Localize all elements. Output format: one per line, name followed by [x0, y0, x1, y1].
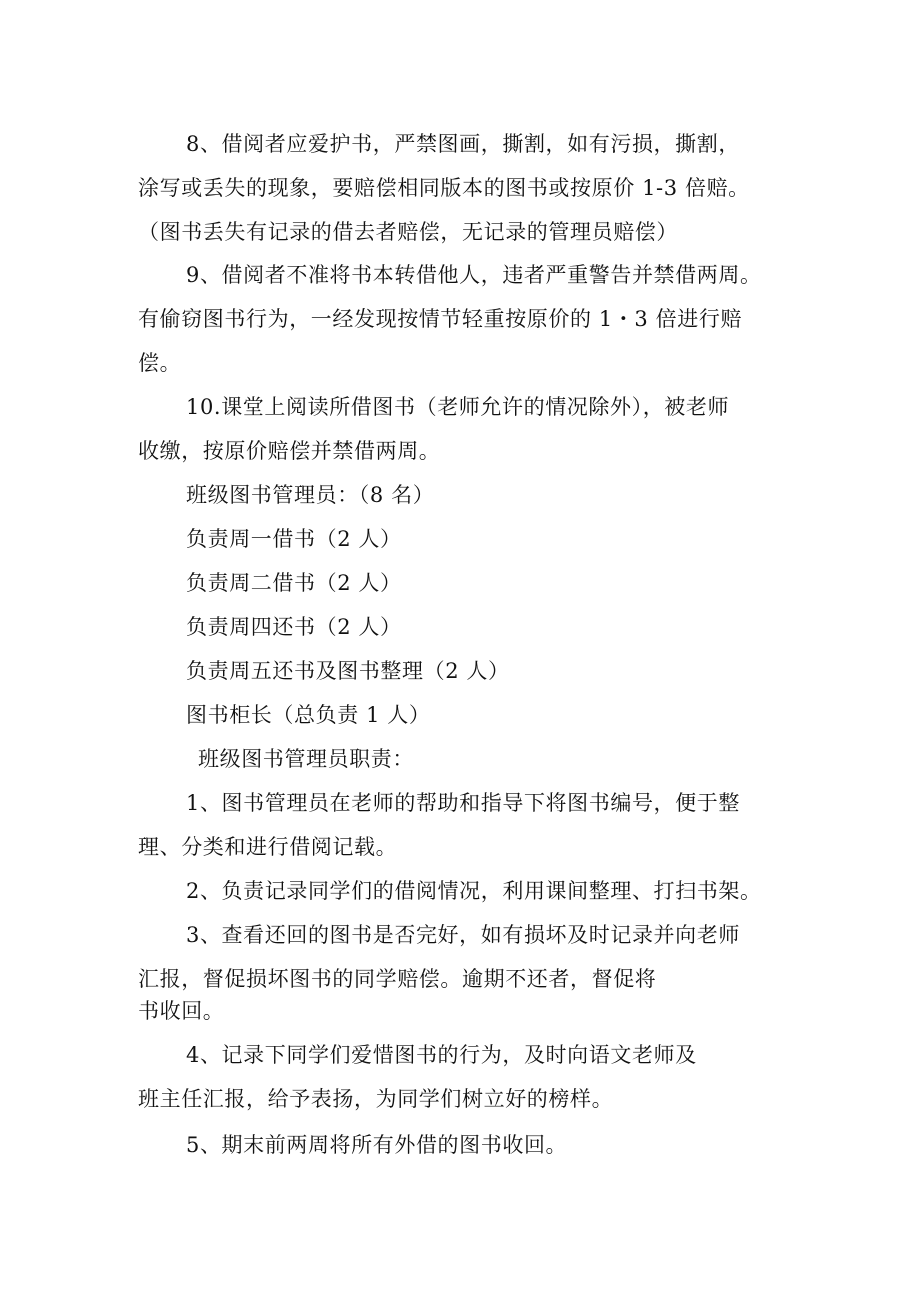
duty-5-line-1: 5、期末前两周将所有外借的图书收回。	[186, 1133, 568, 1157]
rule-9-line-1: 9、借阅者不准将书本转借他人，违者严重警告并禁借两周。	[186, 263, 762, 287]
duty-3-line-1: 3、查看还回的图书是否完好，如有损坏及时记录并向老师	[186, 923, 740, 947]
duty-1-line-1: 1、图书管理员在老师的帮助和指导下将图书编号，便于整	[186, 791, 740, 815]
duty-3-line-2: 汇报，督促损坏图书的同学赔偿。逾期不还者，督促将	[138, 967, 657, 991]
duty-thursday: 负责周四还书（2 人）	[186, 615, 402, 639]
librarians-heading: 班级图书管理员：（8 名）	[186, 483, 435, 507]
rule-9-line-2: 有偷窃图书行为，一经发现按情节轻重按原价的 1・3 倍进行赔	[138, 307, 743, 331]
responsibilities-heading: 班级图书管理员职责：	[198, 747, 414, 771]
rule-8-line-3: （图书丢失有记录的借去者赔偿，无记录的管理员赔偿）	[138, 220, 678, 244]
duty-cabinet-head: 图书柜长（总负责 1 人）	[186, 703, 431, 727]
rule-8-line-2: 涂写或丢失的现象，要赔偿相同版本的图书或按原价 1-3 倍赔。	[138, 176, 750, 200]
duty-4-line-2: 班主任汇报，给予表扬，为同学们树立好的榜样。	[138, 1087, 614, 1111]
duty-2-line-1: 2、负责记录同学们的借阅情况，利用课间整理、打扫书架。	[186, 879, 762, 903]
duty-tuesday: 负责周二借书（2 人）	[186, 571, 402, 595]
duty-friday: 负责周五还书及图书整理（2 人）	[186, 659, 510, 683]
rule-10-line-1: 10.课堂上阅读所借图书（老师允许的情况除外），被老师	[186, 395, 730, 419]
duty-1-line-2: 理、分类和进行借阅记载。	[138, 835, 398, 859]
rule-9-line-3: 偿。	[138, 351, 182, 375]
duty-3-line-3: 书收回。	[138, 999, 225, 1023]
rule-10-line-2: 收缴，按原价赔偿并禁借两周。	[138, 439, 441, 463]
duty-monday: 负责周一借书（2 人）	[186, 527, 402, 551]
duty-4-line-1: 4、记录下同学们爱惜图书的行为，及时向语文老师及	[186, 1043, 697, 1067]
rule-8-line-1: 8、借阅者应爱护书，严禁图画，撕割，如有污损，撕割，	[186, 132, 740, 156]
